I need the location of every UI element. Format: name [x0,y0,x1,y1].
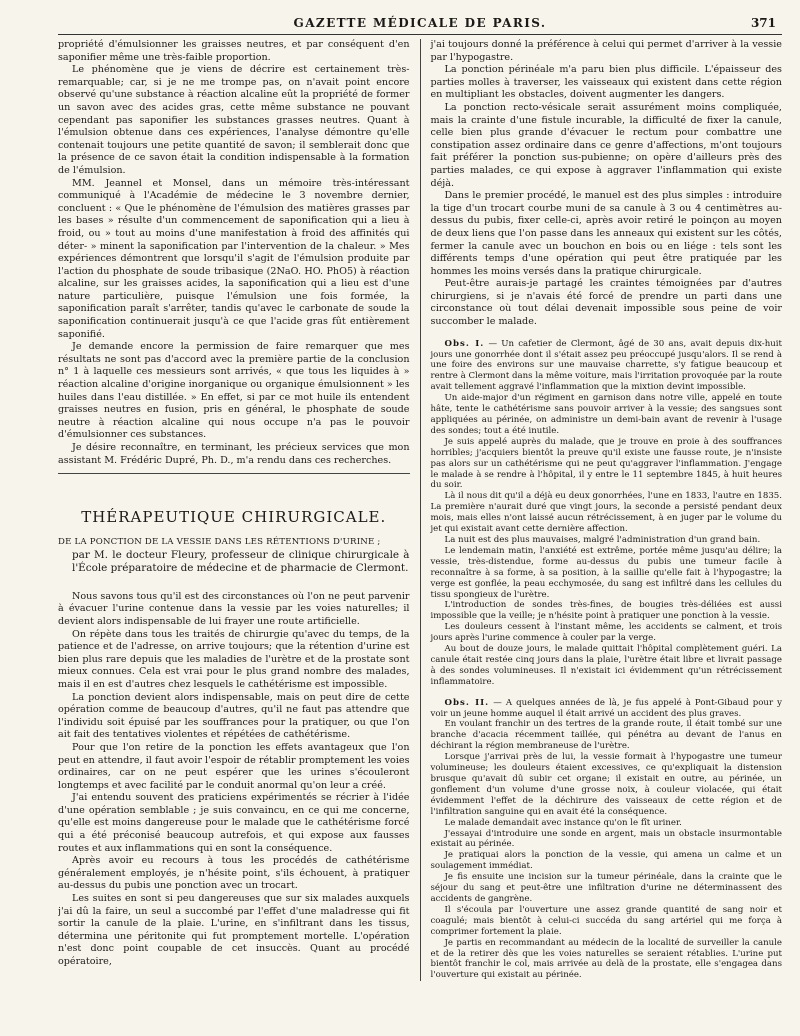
article-author: par M. le docteur Fleury, professeur de clinique chirurgicale à l'École préparatoire de médecine et de pharmacie de Clermont. [72,548,410,574]
section-divider [58,473,410,474]
paragraph: La ponction devient alors indispensable, mais on peut dire de cette opération comme de beaucoup d'autres, qu'il ne faut pas attendre que l'individu soit épuisé par les souffrances pour la pratiquer, ou que l'on ait fait des tentatives violentes et répétées de cathétérisme. [58,691,410,741]
paragraph: Au bout de douze jours, le malade quittait l'hôpital complètement guéri. La canule était restée cinq jours dans la plaie, l'urètre était libre et livrait passage à des sondes volumineuses. Il n'existait ici évidemment qu'un rétrécissement inflammatoire. [430,644,782,687]
paragraph: Le malade demandait avec instance qu'on le fît uriner. [444,817,682,828]
observation-paragraph [430,339,782,394]
paragraph: Le phénomène que je viens de décrire est certainement très-remarquable; car, si je ne me trompe pas, on n'avait point encore observé qu'une substance à réaction alcaline eût la propriété de former un savon avec des acides gras, cette même substance ne pouvant cependant pas saponifier les substances grasses neutres. Quant à l'émulsion obtenue dans ces expériences, l'analyse démontre qu'elle contenait toujours une petite quantité de savon; il semblerait donc que la présence de ce savon était la condition indispensable à la formation de l'émulsion. [58,64,410,176]
observation-label: Obs. I. [444,338,485,349]
paragraph: Je demande encore la permission de faire remarquer que mes résultats ne sont pas d'accord avec la première partie de la conclusion n° 1 à laquelle ces messieurs sont arrivés, « que tous les liquides à » réaction alcaline d'origine inorganique ou organique émulsionnent » les huiles dans l'eau distillée. » En effet, si par ce mot huile ils entendent graisses neutres en fusion, pris en général, le phosphate de soude neutre à réaction alcaline qui nous occupe n'a pas le pouvoir d'émulsionner ces substances. [58,341,410,441]
article-head: DE LA PONCTION DE LA VESSIE DANS LES RÉTENTIONS D'URINE ; [58,537,381,548]
paragraph: Un aide-major d'un régiment en garnison dans notre ville, appelé en toute hâte, tente le cathétérisme sans pouvoir arriver à la vessie; des sangsues sont appliquées au périnée, on administre un demi-bain avant de revenir à l'usage des sondes; tout a été inutile. [430,393,782,436]
paragraph: Je fis ensuite une incision sur la tumeur périnéale, dans la crainte que le séjour du sang et peut-être une infiltration d'urine ne déterminassent des accidents de gangrène. [430,872,782,904]
paragraph: Lorsque j'arrivai près de lui, la vessie formait à l'hypogastre une tumeur volumineuse; les douleurs étaient excessives, ce qu'expliquait la distension brusque qu'avait dû subir cet organe; il existait en outre, au périnée, un gonflement d'un volume d'une grosse noix, à couleur violacée, qui était évidemment l'effet de la déchirure des vaisseaux de cette région et de l'infiltration sanguine qui en avait été la conséquence. [430,752,782,817]
paragraph: MM. Jeannel et Monsel, dans un mémoire très-intéressant communiqué à l'Académie de médecine le 3 novembre dernier, concluent : « Que le phénomène de l'émulsion des matières grasses par les bases » résulte d'un commencement de saponification qui a lieu à froid, ou » tout au moins d'une manifestation à froid des affinités qui déter- » minent la saponification par l'intervention de la chaleur. » Mes expériences démontrent que lorsqu'il s'agit de l'émulsion produite par l'action du phosphate de soude tribasique (2NaO. HO. PhO5) à réaction alcaline, sur les graisses acides, la saponification qui a lieu est d'une nature particulière, puisque l'émulsion une fois formée, la saponification paraît s'arrêter, tandis qu'avec le carbonate de soude la saponification continuerait jusqu'à ce que l'acide gras fût entièrement saponifié. [58,177,410,340]
right-column [430,39,782,981]
paragraph: Dans le premier procédé, le manuel est des plus simples : introduire la tige d'un trocart courbe muni de sa canule à 3 ou 4 centimètres au-dessus du pubis, fixer celle-ci, après avoir retiré le poinçon au moyen de deux liens que l'on passe dans les anneaux qui existent sur les côtés, fermer la canule avec un bouchon en bois ou en liége : tels sont les différents temps d'une opération qui peut être pratiquée par les hommes les moins versés dans la pratique chirurgicale. [430,190,782,277]
paragraph: On répète dans tous les traités de chirurgie qu'avec du temps, de la patience et de l'adresse, on arrive toujours; que la rétention d'urine est bien plus rare depuis que les maladies de l'urètre et de la prostate sont mieux connues. Cela est vrai pour le plus grand nombre des malades, mais il en est d'autres chez lesquels le cathétérisme est impossible. [58,628,410,690]
paragraph: L'introduction de sondes très-fines, de bougies très-déliées est aussi impossible que la veille; je n'hésite point à pratiquer une ponction à la vessie. [430,600,782,622]
article-title [58,536,410,575]
paragraph: Après avoir eu recours à tous les procédés de cathétérisme généralement employés, je n'hésite point, s'ils échouent, à pratiquer au-dessus du pubis une ponction avec un trocart. [58,855,410,892]
left-column [58,39,410,981]
paragraph: J'essayai d'introduire une sonde en argent, mais un obstacle insurmontable existait au périnée. [430,828,782,850]
running-title: GAZETTE MÉDICALE DE PARIS. [293,16,547,30]
observation-label: Obs. II. [444,697,490,708]
spacer [430,329,782,339]
paragraph: Nous savons tous qu'il est des circonstances où l'on ne peut parvenir à évacuer l'urine contenue dans la vessie par les voies naturelles; il devient alors indispensable de lui frayer une route artificielle. [58,590,410,627]
section-heading: THÉRAPEUTIQUE CHIRURGICALE. [81,508,387,527]
paragraph: Je suis appelé auprès du malade, que je trouve en proie à des souffrances horribles; j'acquiers bientôt la preuve qu'il existe une fausse route, je n'insiste pas alors sur un cathétérisme qui ne peut qu'aggraver l'inflammation. J'engage le malade à se rendre à l'hôpital, il y entre le 11 septembre 1845, à huit heures du soir. [430,436,782,491]
paragraph: En voulant franchir un des tertres de la grande route, il était tombé sur une branche d'acacia récemment taillée, qui pénétra au devant de l'anus en déchirant la région membraneuse de l'urètre. [430,719,782,752]
two-column-body [58,39,782,981]
observation-text: — Un cafetier de Clermont, âgé de 30 ans, avait depuis dix-huit jours une gonorrhée dont il s'était assez peu préoccupé jusqu'alors. Il se rend à une foire des environs sur une mauvaise charrette, s'y fatigue beaucoup et rentre à Clermont dans la même voiture, mais l'irritation provoquée par la route avait tellement aggravé l'inflammation que la mixtion devint impossible. [430,338,782,393]
spacer [430,688,782,698]
paragraph: Peut-être aurais-je partagé les craintes témoignées par d'autres chirurgiens, si je n'avais été forcé de prendre un parti dans une circonstance où tout délai devenait impossible sous peine de voir succomber le malade. [430,278,782,328]
paragraph: La ponction recto-vésicale serait assurément moins compliquée, mais la crainte d'une fistule incurable, la difficulté de fixer la canule, celle bien plus grande d'évacuer le rectum pour combattre une constipation assez ordinaire dans ce genre d'affections, m'ont toujours fait préférer la ponction sus-pubienne; on opère d'ailleurs près des parties malades, ce qui expose à aggraver l'inflammation qui existe déjà. [430,101,782,189]
observation-paragraph [430,698,782,720]
paragraph: Le lendemain matin, l'anxiété est extrême, portée même jusqu'au délire; la vessie, très-distendue, forme au-dessus du pubis une tumeur facile à reconnaître à sa forme, à sa position, à la saillie qu'elle fait à l'hypogastre; la verge est gonflée, la peau ecchymosée, du sang est infiltré dans les cellules du tissu spongieux de l'urètre. [430,545,782,600]
paragraph: propriété d'émulsionner les graisses neutres, et par conséquent d'en saponifier même une très-faible proportion. [58,39,410,63]
paragraph: Là il nous dit qu'il a déjà eu deux gonorrhées, l'une en 1833, l'autre en 1835. La première n'aurait duré que vingt jours, la seconde a persisté pendant deux mois, mais elles n'ont laissé aucun rétrécissement, à en juger par le volume du jet qui existait avant cette dernière affection. [430,491,782,535]
paragraph: La ponction périnéale m'a paru bien plus difficile. L'épaisseur des parties molles à traverser, les vaisseaux qui existent dans cette région en multipliant les obstacles, doivent augmenter les dangers. [430,64,782,101]
paragraph: Pour que l'on retire de la ponction les effets avantageux que l'on peut en attendre, il faut avoir l'espoir de rétablir promptement les voies ordinaires, car on ne peut espérer que les urines s'écouleront longtemps et avec facilité par le conduit anormal qu'on leur a créé. [58,741,410,791]
paragraph: J'ai entendu souvent des praticiens expérimentés se récrier à l'idée d'une opération semblable ; je suis convaincu, en ce qui me concerne, qu'elle est moins dangereuse pour le malade que le cathétérisme forcé qui a été préconisé beaucoup autrefois, et qui expose aux fausses routes et aux inflammations qui en sont la conséquence. [58,792,410,854]
paragraph: Je désire reconnaître, en terminant, les précieux services que mon assistant M. Frédéric Dupré, Ph. D., m'a rendu dans ces recherches. [58,442,410,466]
page-number: 371 [750,16,776,30]
paragraph: Je pratiquai alors la ponction de la vessie, qui amena un calme et un soulagement immédiat. [430,850,782,872]
paragraph: j'ai toujours donné la préférence à celui qui permet d'arriver à la vessie par l'hypogastre. [430,39,782,63]
paragraph: Les douleurs cessent à l'instant même, les accidents se calment, et trois jours après l'urine commence à couler par la verge. [430,622,782,644]
paragraph: Il s'écoula par l'ouverture une assez grande quantité de sang noir et coagulé; mais bientôt à celui-ci succéda du sang artériel qui me força à comprimer fortement la plaie. [430,904,782,937]
paragraph: Les suites en sont si peu dangereuses que sur six malades auxquels j'ai dû la faire, un seul a succombé par l'effet d'une maladresse qui fit sortir la canule de la plaie. L'urine, en s'infiltrant dans les tissus, détermina une péritonite qui fut promptement mortelle. L'opération n'est donc point coupable de cet insuccès. Quant au procédé opératoire, [58,893,410,967]
column-divider [420,39,421,981]
paragraph: La nuit est des plus mauvaises, malgré l'administration d'un grand bain. [444,534,761,545]
observation-text: — A quelques années de là, je fus appelé à Pont-Gibaud pour y voir un jeune homme auquel il était arrivé un accident des plus graves. [430,697,782,719]
page-header [58,0,782,35]
paragraph: Je partis en recommandant au médecin de la localité de surveiller la canule et de la retirer dès que les voies naturelles se seraient rétablies. L'urine put bientôt franchir le col, mais arrivée au delà de la prostate, elle s'engagea dans l'ouverture qui existait au périnée. [430,937,782,981]
